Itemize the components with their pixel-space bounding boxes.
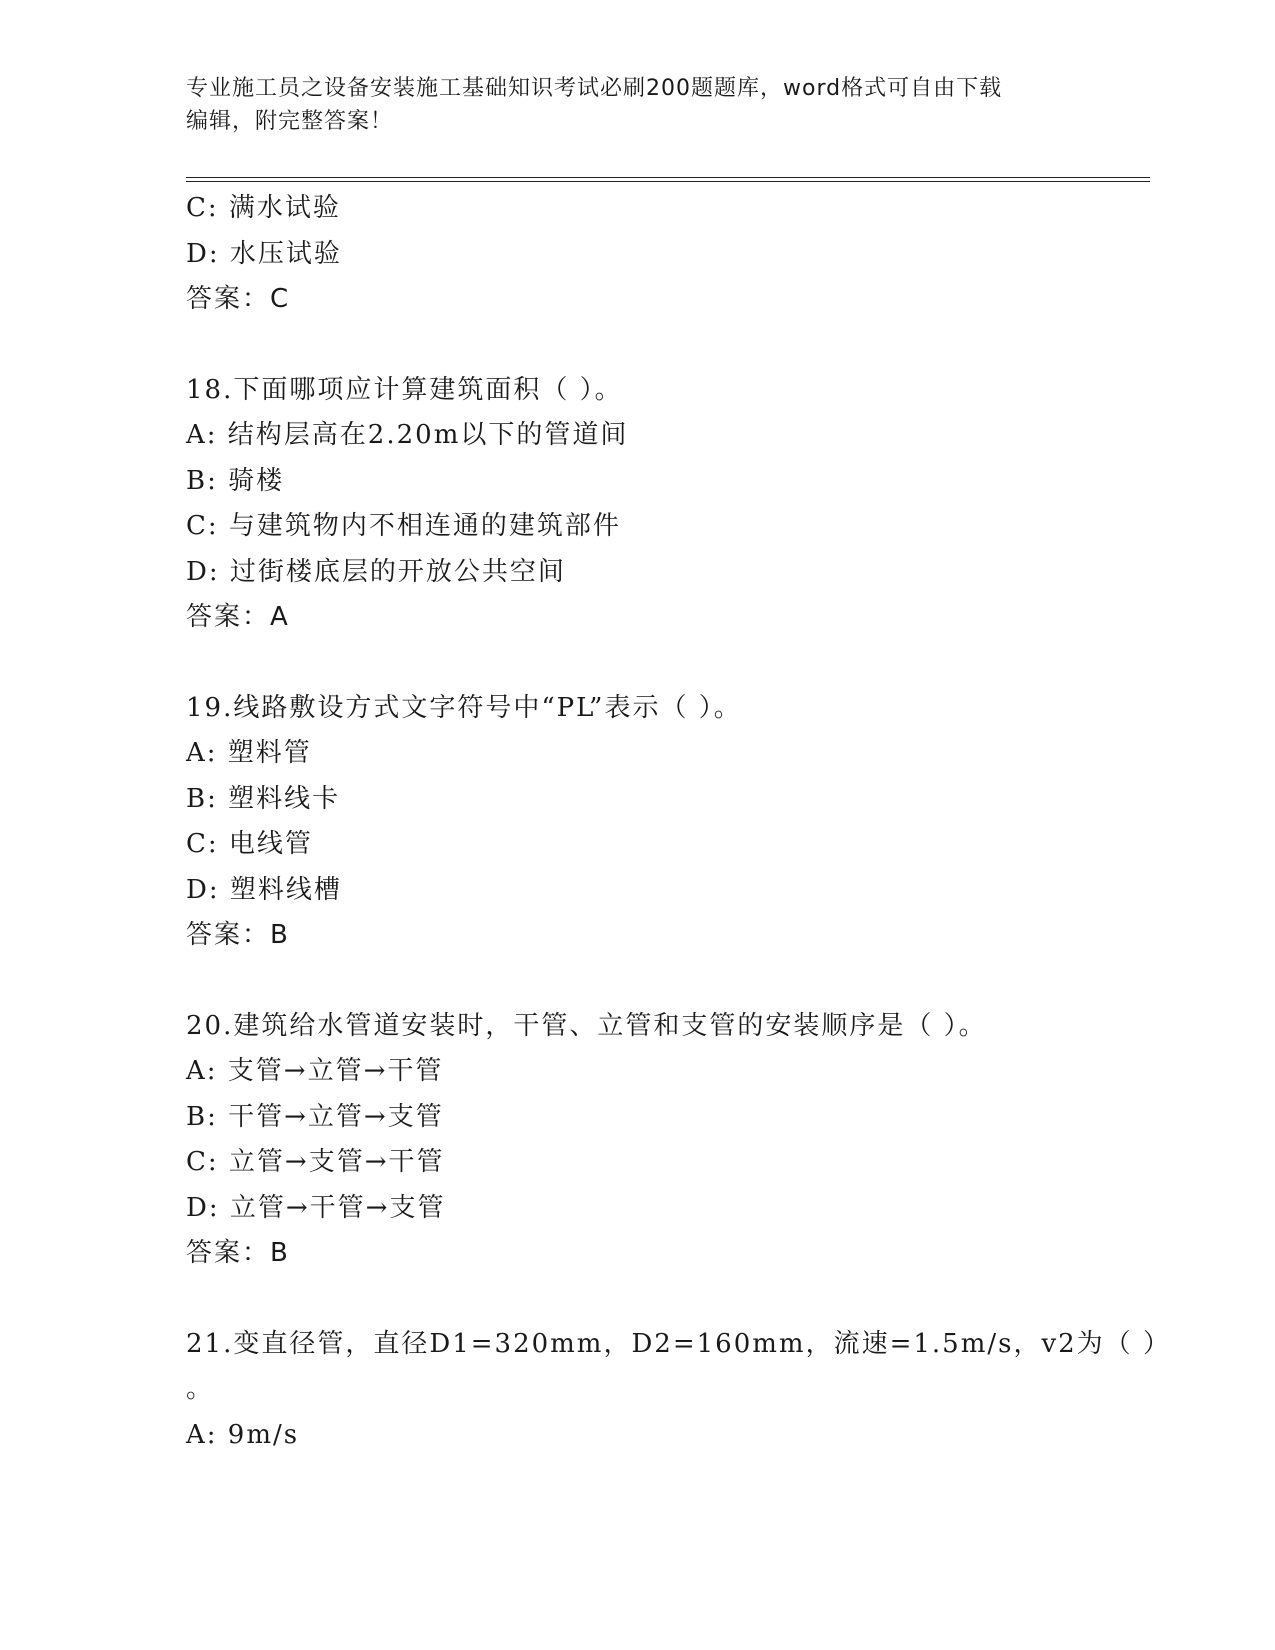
- option-c: C: 立管→支管→干管: [186, 1147, 445, 1177]
- question-stem: 20.建筑给水管道安装时，干管、立管和支管的安装顺序是（ ）。: [186, 1010, 987, 1041]
- question-20: [186, 1004, 1150, 1277]
- question-stem: 18.下面哪项应计算建筑面积（ ）。: [186, 374, 623, 405]
- header-double-rule: [186, 177, 1150, 182]
- answer-line: 答案：A: [186, 602, 290, 632]
- spacer: [186, 323, 1150, 368]
- option-d: D: 过街楼底层的开放公共空间: [186, 556, 566, 587]
- answer-line: 答案：C: [186, 284, 291, 314]
- option-a: A: 9m/s: [186, 1419, 300, 1450]
- option-c: C: 电线管: [186, 829, 313, 859]
- option-b: B: 干管→立管→支管: [186, 1101, 444, 1132]
- question-17: [186, 186, 1150, 323]
- spacer: [186, 641, 1150, 686]
- question-19: [186, 686, 1150, 959]
- question-stem: 21.变直径管，直径D1=320mm，D2=160mm，流速=1.5m/s，v2为（ ）: [186, 1328, 1171, 1359]
- question-stem-continuation: 。: [186, 1374, 215, 1404]
- option-a: A: 支管→立管→干管: [186, 1056, 444, 1086]
- option-b: B: 塑料线卡: [186, 783, 341, 814]
- answer-line: 答案：B: [186, 920, 290, 950]
- option-a: A: 塑料管: [186, 738, 312, 768]
- option-c: C: 满水试验: [186, 193, 341, 223]
- header-title-line-1: 专业施工员之设备安装施工基础知识考试必刷200题题库，word格式可自由下载: [186, 76, 1003, 101]
- option-d: D: 水压试验: [186, 238, 342, 269]
- option-d: D: 立管→干管→支管: [186, 1192, 446, 1223]
- spacer: [186, 1277, 1150, 1322]
- document-header: [186, 72, 1066, 138]
- spacer: [186, 959, 1150, 1004]
- question-18: [186, 368, 1150, 641]
- question-stem: 19.线路敷设方式文字符号中“PL”表示（ ）。: [186, 692, 742, 723]
- header-title-line-2: 编辑，附完整答案！: [186, 109, 394, 134]
- question-21: [186, 1322, 1171, 1459]
- option-a: A: 结构层高在2.20m以下的管道间: [186, 420, 629, 450]
- question-list: [186, 186, 1171, 1458]
- answer-line: 答案：B: [186, 1238, 290, 1268]
- option-c: C: 与建筑物内不相连通的建筑部件: [186, 511, 621, 541]
- option-b: B: 骑楼: [186, 465, 285, 496]
- option-d: D: 塑料线槽: [186, 874, 342, 905]
